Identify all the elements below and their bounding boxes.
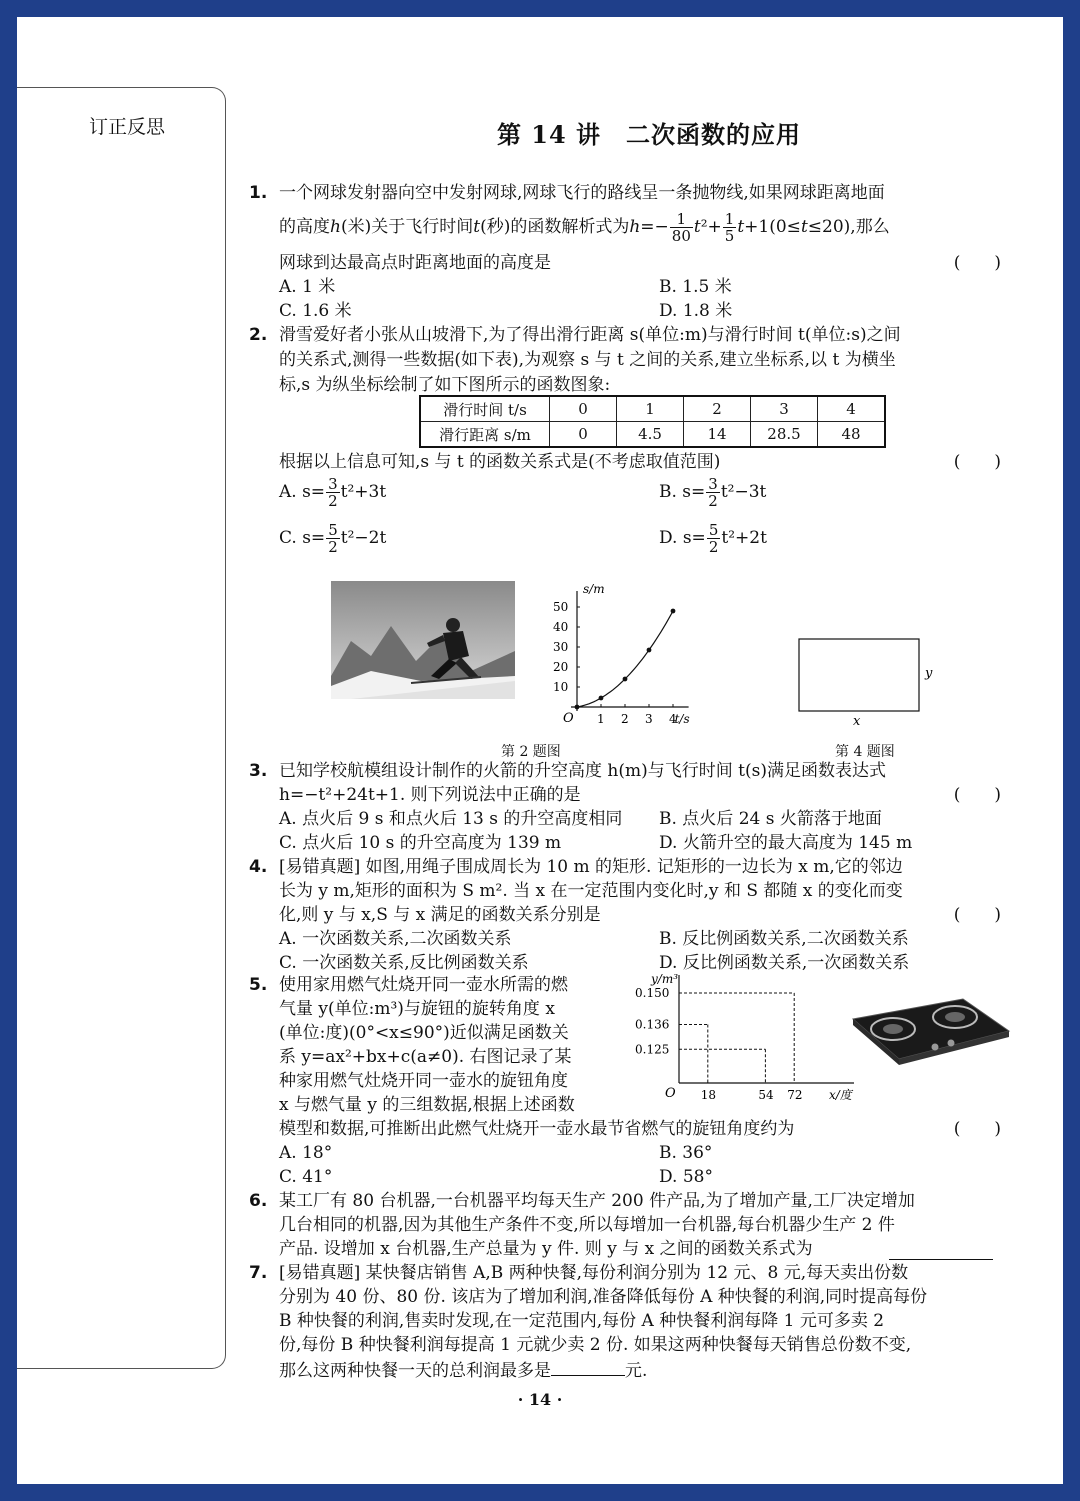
option-c: C. 点火后 10 s 的升空高度为 139 m — [279, 833, 562, 853]
option-c: C. 41° — [279, 1167, 333, 1187]
table-cell: 0 — [550, 396, 617, 422]
table-header-cell: 滑行时间 t/s — [420, 396, 550, 422]
question-text: 一个网球发射器向空中发射网球,网球飞行的路线呈一条抛物线,如果网球距离地面 — [279, 183, 885, 203]
question-text: 那么这两种快餐一天的总利润最多是 元. — [279, 1357, 647, 1383]
data-point — [647, 648, 652, 653]
table-cell: 4 — [818, 396, 886, 422]
question-text: 分别为 40 份、80 份. 该店为了增加利润,准备降低每份 A 种快餐的利润,同时提高每份 — [279, 1287, 928, 1307]
q4-rectangle-figure — [795, 631, 945, 731]
table-cell: 3 — [751, 396, 818, 422]
question-text: [易错真题] 某快餐店销售 A,B 两种快餐,每份利润分别为 12 元、8 元,每天卖出份数 — [279, 1263, 909, 1283]
option-a: A. 18° — [279, 1143, 333, 1163]
q5-gas-graph — [629, 963, 869, 1109]
data-point — [623, 677, 628, 682]
question-text: 模型和数据,可推断出此燃气灶烧开一壶水最节省燃气的旋钮角度约为 — [279, 1119, 795, 1139]
answer-blank[interactable]: ( ) — [953, 452, 1001, 472]
option-d: D. 58° — [659, 1167, 713, 1187]
question-text: 份,每份 B 种快餐利润每提高 1 元就少卖 2 份. 如果这两种快餐每天销售总份数不变, — [279, 1335, 912, 1355]
option-c: C. 一次函数关系,反比例函数关系 — [279, 953, 529, 973]
lesson-title: 第 14 讲 二次函数的应用 — [496, 120, 802, 149]
question-text: 气量 y(单位:m³)与旋钮的旋转角度 x — [279, 999, 555, 1019]
y-axis-label: y/m³ — [651, 972, 679, 986]
fraction: $\frac{1}{5}$ — [724, 210, 735, 245]
question-text: x 与燃气量 y 的三组数据,根据上述函数 — [279, 1095, 575, 1115]
option-a: A. 点火后 9 s 和点火后 13 s 的升空高度相同 — [279, 809, 623, 829]
fill-in-blank[interactable] — [551, 1357, 625, 1376]
question-text: 几台相同的机器,因为其他生产条件不变,所以每增加一台机器,每台机器少生产 2 件 — [279, 1215, 895, 1235]
x-tick-label: 72 — [787, 1088, 803, 1102]
data-point — [599, 696, 604, 701]
question-text: 产品. 设增加 x 台机器,生产总量为 y 件. 则 y 与 x 之间的函数关系式为 — [279, 1239, 813, 1259]
option-d: D. 火箭升空的最大高度为 145 m — [659, 833, 913, 853]
answer-blank[interactable]: ( ) — [953, 1119, 1001, 1139]
table-row — [420, 422, 885, 448]
answer-blank[interactable]: ( ) — [953, 785, 1001, 805]
data-table — [419, 395, 886, 448]
question-number: 1. — [249, 183, 268, 203]
option-b: B. 36° — [659, 1143, 713, 1163]
question-text: 网球到达最高点时距离地面的高度是 — [279, 253, 551, 273]
table-cell: 28.5 — [751, 422, 818, 448]
y-tick-label: 40 — [553, 620, 569, 634]
question-text: 滑雪爱好者小张从山坡滑下,为了得出滑行距离 s(单位:m)与滑行时间 t(单位:s)之间 — [279, 325, 901, 345]
question-number: 6. — [249, 1191, 268, 1211]
x-tick-label: 3 — [645, 712, 653, 726]
table-row — [420, 396, 885, 422]
fraction: $\frac{1}{80}$ — [671, 210, 691, 245]
rectangle — [799, 639, 919, 711]
option-a: A. 1 米 — [279, 277, 336, 297]
question-text: B 种快餐的利润,售卖时发现,在一定范围内,每份 A 种快餐利润每降 1 元可多卖 2 — [279, 1311, 885, 1331]
x-tick-label: 18 — [700, 1088, 717, 1102]
skier-photo — [331, 581, 515, 699]
y-axis-label: s/m — [583, 582, 605, 596]
x-axis-label: t/s — [674, 712, 690, 726]
table-cell: 1 — [617, 396, 684, 422]
table-cell: 2 — [684, 396, 751, 422]
figure-caption: 第 2 题图 — [501, 744, 561, 760]
question-number: 4. — [249, 857, 268, 877]
x-axis-label: x/度 — [829, 1088, 852, 1102]
table-cell: 4.5 — [617, 422, 684, 448]
gas-stove-photo — [843, 989, 1013, 1081]
label-x: x — [853, 714, 861, 729]
option-b: B. 1.5 米 — [659, 277, 732, 297]
table-header-cell: 滑行距离 s/m — [420, 422, 550, 448]
label-y: y — [925, 666, 933, 681]
question-text: 系 y=ax²+bx+c(a≠0). 右图记录了某 — [279, 1047, 572, 1067]
option-a: A. s= $\frac{3}{2}$ t²+3t — [279, 475, 387, 510]
question-number: 7. — [249, 1263, 268, 1283]
option-a: A. 一次函数关系,二次函数关系 — [279, 929, 512, 949]
question-text: 的高度h(米)关于飞行时间t(秒)的函数解析式为h=− $\frac{1}{80}$ t²+ $\frac{1}{5}$ t+1(0≤t≤20),那么 — [279, 210, 890, 245]
table-cell: 48 — [818, 422, 886, 448]
question-text: 标,s 为纵坐标绘制了如下图所示的函数图象: — [279, 375, 611, 395]
worksheet-page — [17, 17, 1063, 1484]
y-tick-label: 20 — [553, 660, 569, 674]
x-tick-label: 54 — [758, 1088, 774, 1102]
table-cell: 0 — [550, 422, 617, 448]
question-text: 化,则 y 与 x,S 与 x 满足的函数关系分别是 — [279, 905, 601, 925]
option-b: B. 反比例函数关系,二次函数关系 — [659, 929, 909, 949]
correction-reflection-margin — [17, 87, 226, 1369]
question-text: 长为 y m,矩形的面积为 S m². 当 x 在一定范围内变化时,y 和 S 都随 x 的变化而变 — [279, 881, 903, 901]
fill-in-blank[interactable] — [889, 1237, 993, 1260]
option-b: B. 点火后 24 s 火箭落于地面 — [659, 809, 882, 829]
table-cell: 14 — [684, 422, 751, 448]
x-tick-label: 4 — [669, 712, 677, 726]
x-tick-label: 2 — [621, 712, 629, 726]
option-b: B. s= $\frac{3}{2}$ t²−3t — [659, 475, 767, 510]
option-c: C. 1.6 米 — [279, 301, 352, 321]
question-text: 某工厂有 80 台机器,一台机器平均每天生产 200 件产品,为了增加产量,工厂决定增加 — [279, 1191, 915, 1211]
question-text: [易错真题] 如图,用绳子围成周长为 10 m 的矩形. 记矩形的一边长为 x m,它的邻边 — [279, 857, 903, 877]
question-text: 已知学校航模组设计制作的火箭的升空高度 h(m)与飞行时间 t(s)满足函数表达式 — [279, 761, 886, 781]
question-number: 5. — [249, 975, 268, 995]
question-text: h=−t²+24t+1. 则下列说法中正确的是 — [279, 785, 581, 805]
question-text: 使用家用燃气灶烧开同一壶水所需的燃 — [279, 975, 568, 995]
y-tick-label: 10 — [553, 680, 569, 694]
y-tick-label: 0.150 — [635, 986, 670, 1000]
x-tick-label: 1 — [597, 712, 605, 726]
question-text: 根据以上信息可知,s 与 t 的函数关系式是(不考虑取值范围) — [279, 452, 721, 472]
y-tick-label: 50 — [553, 600, 569, 614]
option-c: C. s= $\frac{5}{2}$ t²−2t — [279, 521, 387, 556]
q2-function-graph — [551, 577, 721, 727]
option-d: D. 1.8 米 — [659, 301, 733, 321]
question-number: 3. — [249, 761, 268, 781]
origin-label: O — [563, 711, 574, 726]
origin-label: O — [665, 1086, 676, 1101]
figure-caption: 第 4 题图 — [835, 744, 895, 760]
y-tick-label: 30 — [553, 640, 569, 654]
answer-blank[interactable]: ( ) — [953, 905, 1001, 925]
y-tick-label: 0.125 — [635, 1042, 670, 1057]
answer-blank[interactable]: ( ) — [953, 253, 1001, 273]
option-d: D. 反比例函数关系,一次函数关系 — [659, 953, 910, 973]
data-point — [575, 705, 580, 710]
question-text: (单位:度)(0°<x≤90°)近似满足函数关 — [279, 1023, 569, 1043]
question-number: 2. — [249, 325, 268, 345]
page-number: · 14 · — [517, 1390, 563, 1409]
y-tick-label: 0.136 — [635, 1017, 670, 1032]
question-text: 的关系式,测得一些数据(如下表),为观察 s 与 t 之间的关系,建立坐标系,以 t 为横坐 — [279, 350, 896, 370]
function-curve — [577, 611, 673, 707]
margin-title: 订正反思 — [89, 116, 166, 138]
data-point — [671, 609, 676, 614]
option-d: D. s= $\frac{5}{2}$ t²+2t — [659, 521, 767, 556]
question-text: 种家用燃气灶烧开同一壶水的旋钮角度 — [279, 1071, 568, 1091]
